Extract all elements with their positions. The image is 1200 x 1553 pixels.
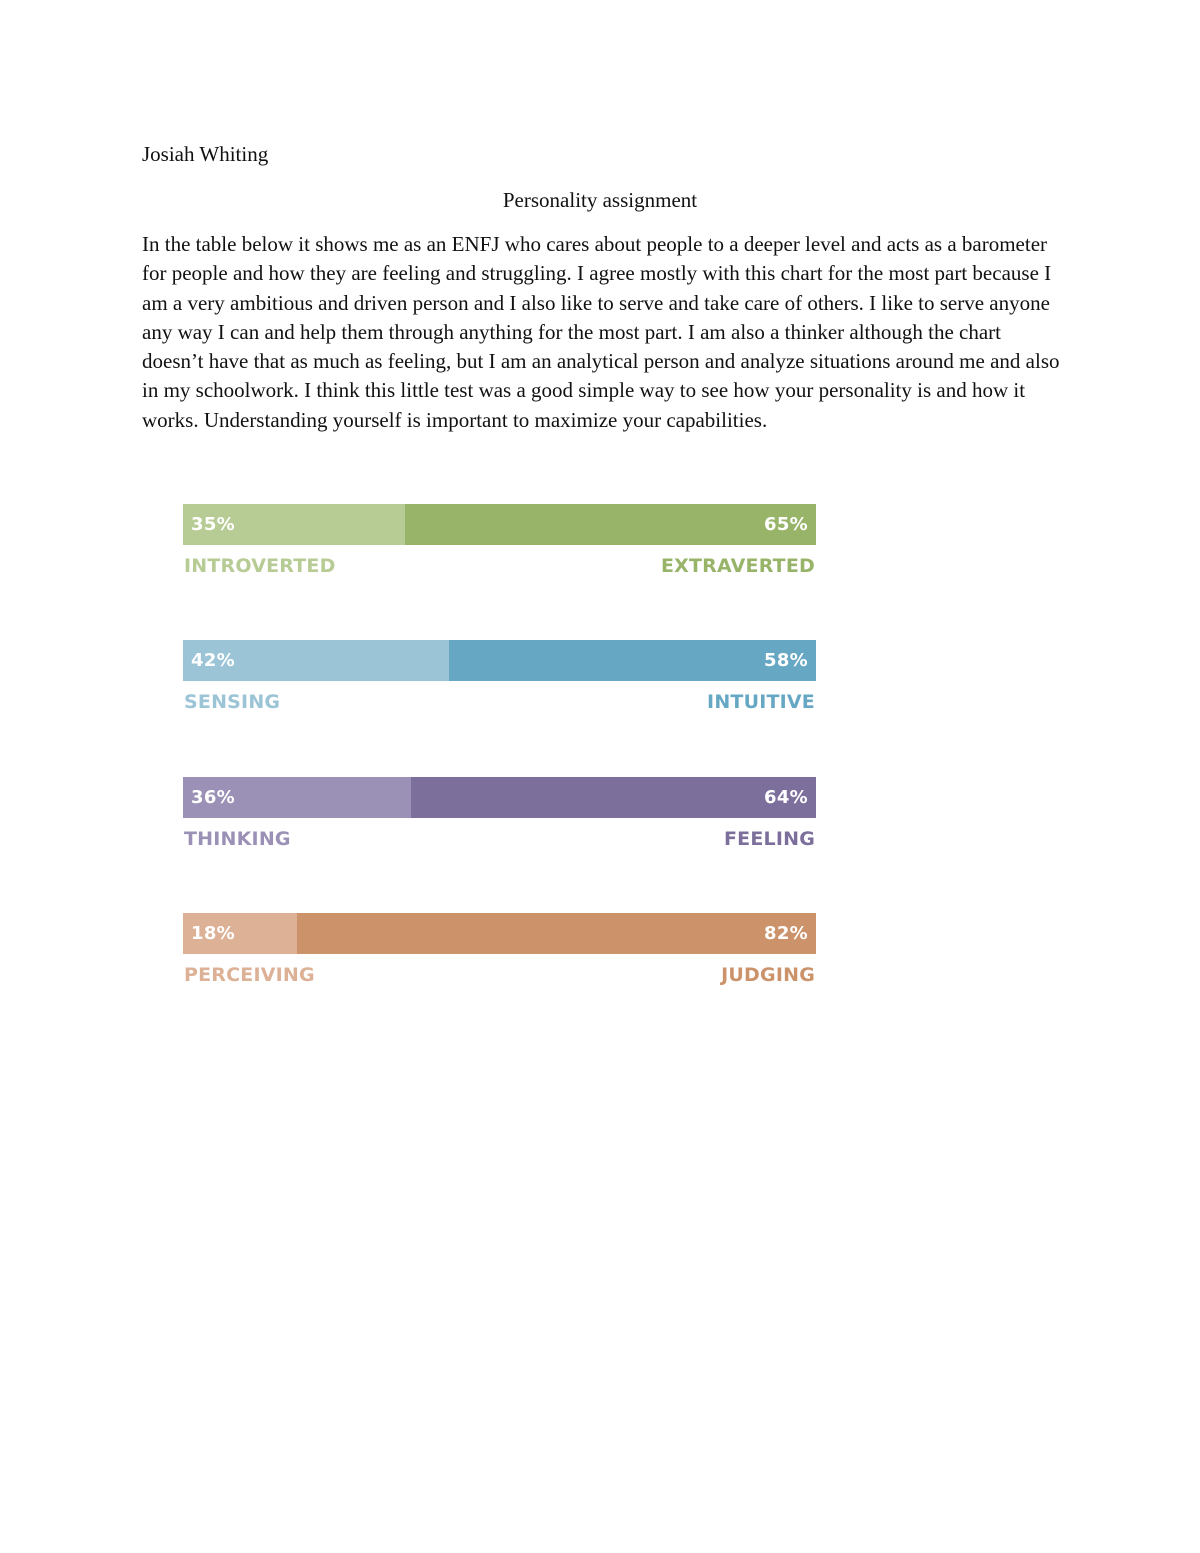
body-paragraph: In the table below it shows me as an ENFJ who cares about people to a deeper level and acts as a barometer for people and how they are feeling and struggling. I agree mostly with this chart for the most part because I am a very ambitious and driven person and I also like to serve and take care of others. I like to serve anyone any way I can and help them through anything for the most part. I am also a thinker although the chart doesn’t have that as much as feeling, but I am an analytical person and analyze situations around me and also in my schoolwork. I think this little test was a good simple way to see how your personality is and how it works. Understanding yourself is important to maximize your capabilities. (142, 232, 1060, 432)
percent-label-right: 58% (764, 650, 808, 671)
bar-segment-right (411, 777, 816, 818)
percent-label-left: 36% (191, 787, 235, 808)
trait-label-right: JUDGING (721, 964, 815, 986)
trait-label-left: SENSING (184, 691, 281, 713)
trait-perceiving-judging (183, 913, 816, 1003)
trait-sensing-intuitive (183, 640, 816, 730)
trait-label-left: THINKING (184, 828, 291, 850)
page-title: Personality assignment (502, 188, 698, 212)
trait-label-right: FEELING (723, 828, 815, 850)
trait-bar (183, 504, 816, 545)
trait-label-right: INTUITIVE (707, 691, 815, 713)
bar-segment-left (183, 913, 297, 954)
trait-introverted-extraverted (183, 504, 816, 594)
percent-label-right: 65% (764, 514, 808, 535)
author-name: Josiah Whiting (142, 142, 269, 166)
percent-label-right: 82% (764, 923, 808, 944)
trait-bar (183, 640, 816, 681)
trait-label-right: EXTRAVERTED (660, 555, 815, 577)
trait-label-left: PERCEIVING (184, 964, 315, 986)
trait-bar (183, 777, 816, 818)
bar-segment-right (449, 640, 816, 681)
bar-segment-right (297, 913, 816, 954)
percent-label-left: 35% (191, 514, 235, 535)
trait-bar (183, 913, 816, 954)
trait-thinking-feeling (183, 777, 816, 867)
percent-label-left: 42% (191, 650, 235, 671)
percent-label-right: 64% (764, 787, 808, 808)
bar-segment-left (183, 504, 405, 545)
bar-segment-left (183, 777, 411, 818)
bar-segment-left (183, 640, 449, 681)
trait-label-left: INTROVERTED (184, 555, 336, 577)
bar-segment-right (405, 504, 816, 545)
percent-label-left: 18% (191, 923, 235, 944)
